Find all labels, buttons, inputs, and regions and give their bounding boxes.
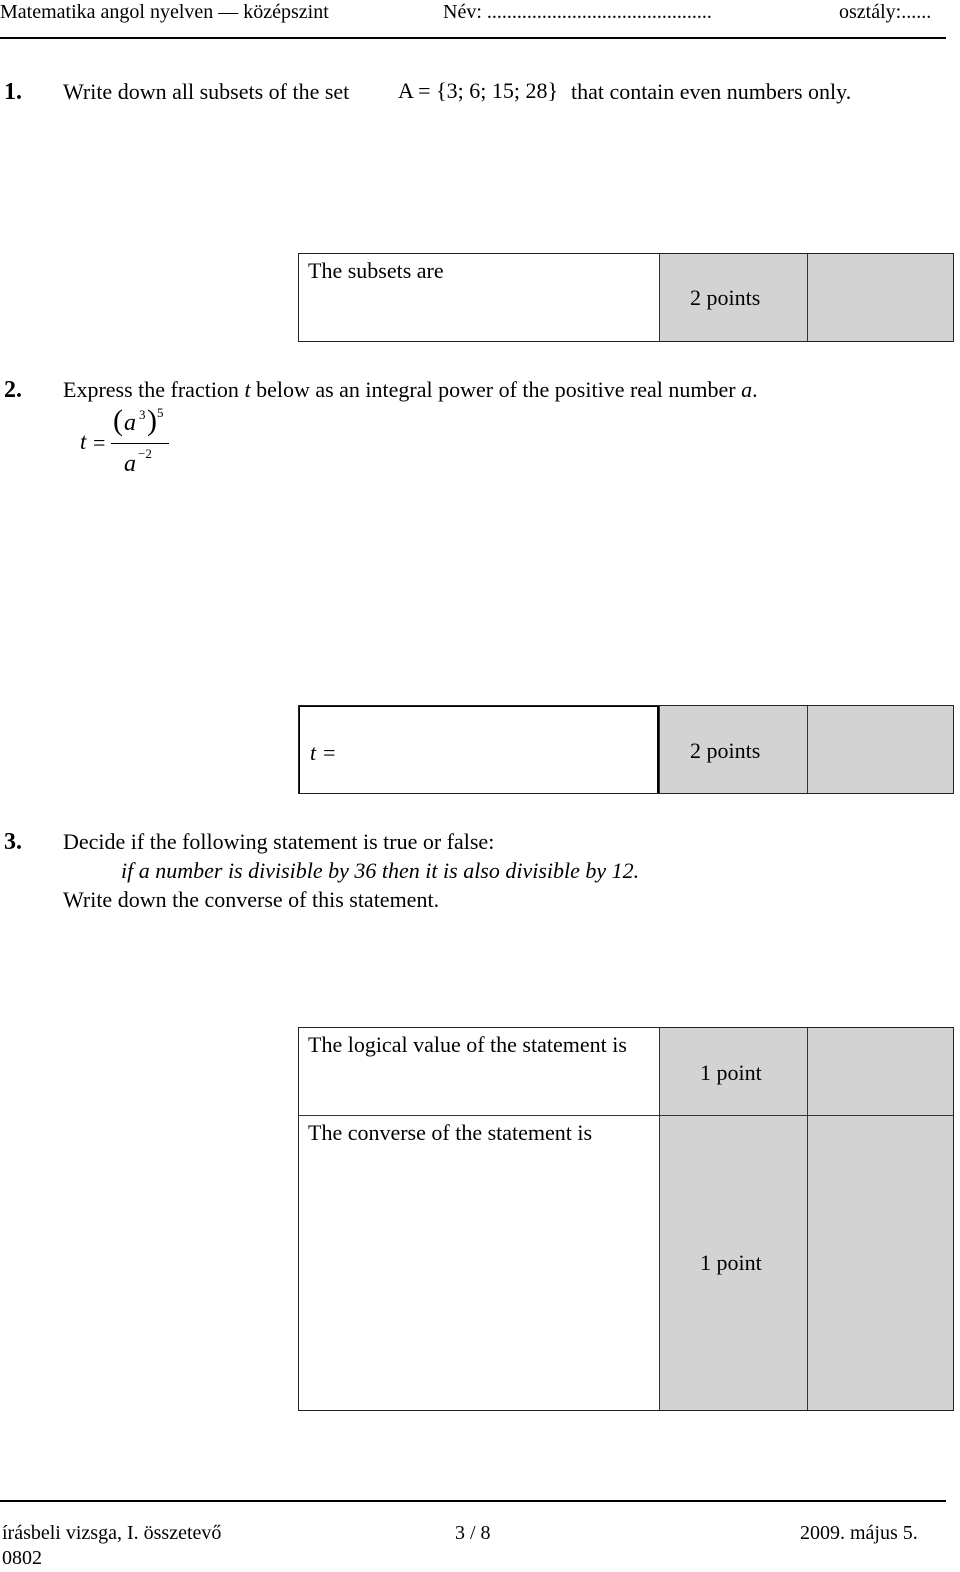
q2-text-b: below as an integral power of the positive real number [256,377,736,402]
footer-exam-name: írásbeli vizsga, I. összetevő [2,1522,222,1544]
formula-num-base: a [124,410,136,436]
q2-points: 2 points [690,738,761,763]
q3-logical-value-cell[interactable] [299,1028,659,1116]
q3-row1-score-cell[interactable] [807,1028,953,1116]
q2-score-cell[interactable] [807,706,953,793]
q3-row1-points-cell [659,1028,807,1116]
formula-lhs: t [80,429,87,454]
footer-rule [0,1500,946,1502]
q2-answer-box [298,705,954,794]
formula-close-paren: ) [147,404,157,437]
q2-period: . [752,377,758,402]
q1-score-cell[interactable] [807,254,953,341]
q3-line3: Write down the converse of this statement. [63,887,440,912]
q2-var-a: a [741,377,753,402]
q3-row2-points-cell [659,1116,807,1410]
formula-num-outer-exp: 5 [157,405,164,420]
formula-den-base: a [124,451,136,477]
q3-number: 3. [4,829,22,855]
q2-points-cell [659,706,807,793]
q3-answer-box [298,1027,954,1411]
q1-answer-cell[interactable] [299,254,659,341]
q2-number: 2. [4,377,22,403]
header-rule [0,37,946,39]
q3-row2-points: 1 point [700,1250,762,1275]
q1-text-before: Write down all subsets of the set [63,79,350,104]
q3-row1-points: 1 point [700,1060,762,1085]
q3-converse-cell[interactable] [299,1116,659,1410]
formula-open-paren: ( [113,404,123,437]
q1-points-cell [659,254,807,341]
q3-row2-score-cell[interactable] [807,1116,953,1410]
q3-line1: Decide if the following statement is true or false: [63,829,495,854]
header-subject: Matematika angol nyelven — középszint [0,1,329,23]
header-class-field: osztály:...... [839,1,932,23]
q1-answer-box [298,253,954,342]
formula-equals: = [93,430,106,455]
footer-code: 0802 [2,1547,42,1569]
header-name-field: Név: ............................................. [443,1,712,23]
q2-text-a: Express the fraction [63,377,239,402]
q1-points: 2 points [690,285,761,310]
q1-text-after: that contain even numbers only. [571,79,852,104]
formula-fraction-bar [111,443,169,444]
footer-date: 2009. május 5. [800,1522,918,1544]
q3-row1-label: The logical value of the statement is [308,1032,627,1057]
q1-number: 1. [4,79,22,105]
footer-page-number: 3 / 8 [455,1522,491,1544]
q1-answer-label: The subsets are [308,258,444,283]
q2-text [63,376,758,404]
formula-den-exp: −2 [138,446,152,461]
q3-statement: if a number is divisible by 36 then it is also divisible by 12. [121,858,640,883]
q1-set-expression: A = {3; 6; 15; 28} [398,78,559,103]
formula-num-inner-exp: 3 [139,407,146,422]
q3-row2-label: The converse of the statement is [308,1120,593,1145]
q2-var-t: t [244,377,251,402]
q2-answer-label: t = [310,740,337,765]
q2-answer-cell[interactable] [299,706,659,793]
